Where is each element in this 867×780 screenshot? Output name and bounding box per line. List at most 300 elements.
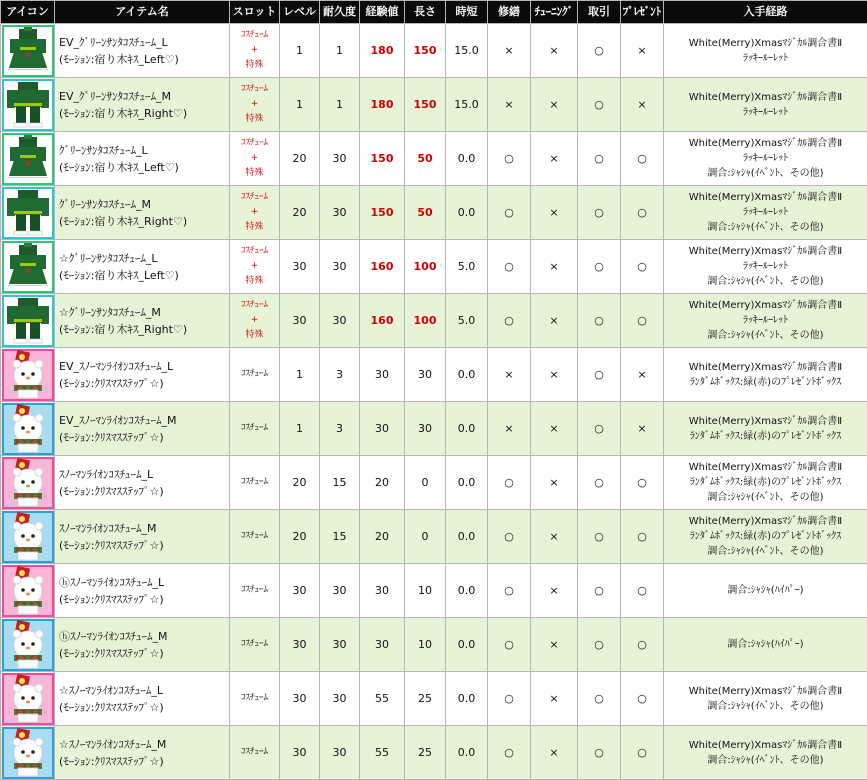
table-row [1, 78, 867, 132]
durability-cell: 15 [320, 456, 360, 510]
item-motion: (ﾓｰｼｮﾝ:宿り木ｷｽ_Left♡) [59, 51, 229, 68]
slot-cell [230, 564, 280, 618]
slot-type: ｺｽﾁｭｰﾑ [230, 529, 279, 544]
source-line: 調合:ｼｬｼｬ(ｲﾍﾞﾝﾄ、その他) [664, 220, 867, 235]
green-santa-suit-icon [2, 79, 54, 131]
source-line: White(Merry)Xmasﾏｼﾞｶﾙ調合書Ⅱ [664, 360, 867, 375]
level-cell: 1 [280, 402, 320, 456]
repair-cell: ○ [488, 564, 531, 618]
length-cell: 10 [405, 618, 446, 672]
exp-cell: 55 [360, 672, 405, 726]
table-row [1, 240, 867, 294]
tuning-cell: × [531, 24, 578, 78]
tuning-cell: × [531, 78, 578, 132]
present-cell: × [621, 348, 664, 402]
slot-cell [230, 672, 280, 726]
table-row [1, 132, 867, 186]
time-short-cell: 0.0 [446, 564, 488, 618]
exp-cell: 20 [360, 510, 405, 564]
exp-cell: 180 [360, 24, 405, 78]
source-line: ﾗｯｷｰﾙｰﾚｯﾄ [664, 313, 867, 328]
item-name: ☆ｸﾞﾘｰﾝｻﾝﾀｺｽﾁｭｰﾑ_M [59, 304, 229, 321]
durability-cell: 30 [320, 564, 360, 618]
present-cell: × [621, 402, 664, 456]
trade-cell: ○ [578, 726, 621, 780]
trade-cell: ○ [578, 132, 621, 186]
slot-type: ｺｽﾁｭｰﾑ [230, 190, 279, 205]
length-cell: 100 [405, 240, 446, 294]
item-name-cell [55, 78, 230, 132]
source-cell [664, 132, 867, 186]
green-santa-dress-icon [2, 25, 54, 77]
icon-cell [1, 132, 55, 186]
level-cell: 20 [280, 510, 320, 564]
slot-type: ｺｽﾁｭｰﾑ [230, 691, 279, 706]
table-row [1, 294, 867, 348]
source-line: 調合:ｼｬｼｬ(ﾊｲﾊﾟｰ) [664, 637, 867, 652]
snowman-lion-blue-icon [2, 727, 54, 779]
present-cell: × [621, 78, 664, 132]
tuning-cell: × [531, 510, 578, 564]
present-cell: ○ [621, 672, 664, 726]
level-cell: 30 [280, 672, 320, 726]
repair-cell: ○ [488, 672, 531, 726]
source-cell [664, 564, 867, 618]
table-row [1, 510, 867, 564]
slot-type: ｺｽﾁｭｰﾑ [230, 244, 279, 259]
item-motion: (ﾓｰｼｮﾝ:ｸﾘｽﾏｽｽﾃｯﾌﾟ☆) [59, 645, 229, 662]
table-row [1, 618, 867, 672]
level-cell: 20 [280, 186, 320, 240]
slot-cell [230, 132, 280, 186]
tuning-cell: × [531, 186, 578, 240]
source-cell [664, 726, 867, 780]
source-line: ﾗﾝﾀﾞﾑﾎﾞｯｸｽ:緑(赤)のﾌﾟﾚｾﾞﾝﾄﾎﾞｯｸｽ [664, 429, 867, 444]
present-cell: × [621, 24, 664, 78]
level-cell: 30 [280, 294, 320, 348]
source-cell [664, 240, 867, 294]
source-cell [664, 618, 867, 672]
trade-cell: ○ [578, 456, 621, 510]
item-name-cell [55, 618, 230, 672]
present-cell: ○ [621, 726, 664, 780]
slot-special: 特殊 [230, 220, 279, 235]
source-line: ﾗｯｷｰﾙｰﾚｯﾄ [664, 205, 867, 220]
level-cell: 1 [280, 348, 320, 402]
header-name: アイテム名 [55, 1, 230, 24]
time-short-cell: 0.0 [446, 186, 488, 240]
length-cell: 25 [405, 726, 446, 780]
source-line: 調合:ｼｬｼｬ(ｲﾍﾞﾝﾄ、その他) [664, 753, 867, 768]
source-cell [664, 672, 867, 726]
table-row [1, 726, 867, 780]
item-name-cell [55, 456, 230, 510]
source-line: White(Merry)Xmasﾏｼﾞｶﾙ調合書Ⅱ [664, 36, 867, 51]
level-cell: 30 [280, 726, 320, 780]
trade-cell: ○ [578, 402, 621, 456]
trade-cell: ○ [578, 510, 621, 564]
item-motion: (ﾓｰｼｮﾝ:ｸﾘｽﾏｽｽﾃｯﾌﾟ☆) [59, 375, 229, 392]
slot-type: ｺｽﾁｭｰﾑ [230, 583, 279, 598]
source-line: White(Merry)Xmasﾏｼﾞｶﾙ調合書Ⅱ [664, 298, 867, 313]
present-cell: ○ [621, 186, 664, 240]
source-cell [664, 456, 867, 510]
source-line: White(Merry)Xmasﾏｼﾞｶﾙ調合書Ⅱ [664, 460, 867, 475]
icon-cell [1, 78, 55, 132]
time-short-cell: 0.0 [446, 618, 488, 672]
repair-cell: ○ [488, 240, 531, 294]
tuning-cell: × [531, 294, 578, 348]
header-trade: 取引 [578, 1, 621, 24]
slot-type: ｺｽﾁｭｰﾑ [230, 28, 279, 43]
item-name: EV_ｸﾞﾘｰﾝｻﾝﾀｺｽﾁｭｰﾑ_L [59, 34, 229, 51]
icon-cell [1, 564, 55, 618]
snowman-lion-pink-icon [2, 349, 54, 401]
item-motion: (ﾓｰｼｮﾝ:ｸﾘｽﾏｽｽﾃｯﾌﾟ☆) [59, 699, 229, 716]
item-motion: (ﾓｰｼｮﾝ:宿り木ｷｽ_Right♡) [59, 321, 229, 338]
slot-cell [230, 726, 280, 780]
item-motion: (ﾓｰｼｮﾝ:ｸﾘｽﾏｽｽﾃｯﾌﾟ☆) [59, 429, 229, 446]
durability-cell: 3 [320, 402, 360, 456]
source-line: 調合:ｼｬｼｬ(ｲﾍﾞﾝﾄ、その他) [664, 328, 867, 343]
repair-cell: × [488, 402, 531, 456]
item-name-cell [55, 240, 230, 294]
exp-cell: 30 [360, 348, 405, 402]
source-cell [664, 510, 867, 564]
source-cell [664, 186, 867, 240]
source-cell [664, 78, 867, 132]
tuning-cell: × [531, 402, 578, 456]
present-cell: ○ [621, 618, 664, 672]
slot-cell [230, 24, 280, 78]
time-short-cell: 5.0 [446, 294, 488, 348]
source-line: White(Merry)Xmasﾏｼﾞｶﾙ調合書Ⅱ [664, 738, 867, 753]
trade-cell: ○ [578, 186, 621, 240]
tuning-cell: × [531, 618, 578, 672]
time-short-cell: 0.0 [446, 402, 488, 456]
item-name: ｸﾞﾘｰﾝｻﾝﾀｺｽﾁｭｰﾑ_M [59, 196, 229, 213]
slot-cell [230, 402, 280, 456]
level-cell: 1 [280, 24, 320, 78]
tuning-cell: × [531, 564, 578, 618]
source-cell [664, 24, 867, 78]
source-cell [664, 402, 867, 456]
item-name: ⓗｽﾉｰﾏﾝﾗｲｵﾝｺｽﾁｭｰﾑ_M [59, 628, 229, 645]
item-name-cell [55, 186, 230, 240]
slot-special: 特殊 [230, 166, 279, 181]
snowman-lion-pink-icon [2, 457, 54, 509]
present-cell: ○ [621, 294, 664, 348]
header-length: 長さ [405, 1, 446, 24]
table-row [1, 402, 867, 456]
table-row [1, 24, 867, 78]
tuning-cell: × [531, 132, 578, 186]
length-cell: 150 [405, 24, 446, 78]
item-name-cell [55, 348, 230, 402]
time-short-cell: 5.0 [446, 240, 488, 294]
repair-cell: ○ [488, 132, 531, 186]
exp-cell: 30 [360, 618, 405, 672]
level-cell: 1 [280, 78, 320, 132]
item-motion: (ﾓｰｼｮﾝ:ｸﾘｽﾏｽｽﾃｯﾌﾟ☆) [59, 591, 229, 608]
icon-cell [1, 294, 55, 348]
item-name: ☆ｽﾉｰﾏﾝﾗｲｵﾝｺｽﾁｭｰﾑ_L [59, 682, 229, 699]
length-cell: 10 [405, 564, 446, 618]
item-name: ⓗｽﾉｰﾏﾝﾗｲｵﾝｺｽﾁｭｰﾑ_L [59, 574, 229, 591]
green-santa-suit-icon [2, 187, 54, 239]
trade-cell: ○ [578, 240, 621, 294]
item-name-cell [55, 132, 230, 186]
slot-type: ｺｽﾁｭｰﾑ [230, 475, 279, 490]
time-short-cell: 0.0 [446, 456, 488, 510]
durability-cell: 30 [320, 672, 360, 726]
tuning-cell: × [531, 348, 578, 402]
icon-cell [1, 240, 55, 294]
slot-type: ｺｽﾁｭｰﾑ [230, 421, 279, 436]
header-icon: アイコン [1, 1, 55, 24]
icon-cell [1, 510, 55, 564]
item-name: ｽﾉｰﾏﾝﾗｲｵﾝｺｽﾁｭｰﾑ_L [59, 466, 229, 483]
header-present: ﾌﾟﾚｾﾞﾝﾄ [621, 1, 664, 24]
present-cell: ○ [621, 510, 664, 564]
repair-cell: × [488, 348, 531, 402]
slot-plus: + [230, 313, 279, 328]
level-cell: 20 [280, 456, 320, 510]
slot-plus: + [230, 205, 279, 220]
time-short-cell: 0.0 [446, 672, 488, 726]
header-exp: 経験値 [360, 1, 405, 24]
slot-cell [230, 348, 280, 402]
slot-type: ｺｽﾁｭｰﾑ [230, 745, 279, 760]
slot-special: 特殊 [230, 328, 279, 343]
durability-cell: 30 [320, 132, 360, 186]
item-name: EV_ｽﾉｰﾏﾝﾗｲｵﾝｺｽﾁｭｰﾑ_M [59, 412, 229, 429]
item-motion: (ﾓｰｼｮﾝ:宿り木ｷｽ_Left♡) [59, 159, 229, 176]
table-row [1, 672, 867, 726]
repair-cell: ○ [488, 186, 531, 240]
item-name: ☆ｸﾞﾘｰﾝｻﾝﾀｺｽﾁｭｰﾑ_L [59, 250, 229, 267]
time-short-cell: 15.0 [446, 78, 488, 132]
item-name: EV_ｸﾞﾘｰﾝｻﾝﾀｺｽﾁｭｰﾑ_M [59, 88, 229, 105]
tuning-cell: × [531, 726, 578, 780]
source-line: ﾗｯｷｰﾙｰﾚｯﾄ [664, 151, 867, 166]
table-row [1, 186, 867, 240]
item-motion: (ﾓｰｼｮﾝ:ｸﾘｽﾏｽｽﾃｯﾌﾟ☆) [59, 753, 229, 770]
item-name: ｸﾞﾘｰﾝｻﾝﾀｺｽﾁｭｰﾑ_L [59, 142, 229, 159]
header-time-short: 時短 [446, 1, 488, 24]
exp-cell: 150 [360, 132, 405, 186]
trade-cell: ○ [578, 564, 621, 618]
length-cell: 30 [405, 402, 446, 456]
source-cell [664, 348, 867, 402]
level-cell: 30 [280, 240, 320, 294]
item-name-cell [55, 24, 230, 78]
time-short-cell: 0.0 [446, 510, 488, 564]
trade-cell: ○ [578, 294, 621, 348]
durability-cell: 30 [320, 186, 360, 240]
durability-cell: 30 [320, 294, 360, 348]
length-cell: 0 [405, 456, 446, 510]
slot-special: 特殊 [230, 58, 279, 73]
durability-cell: 1 [320, 24, 360, 78]
header-slot: スロット [230, 1, 280, 24]
source-line: White(Merry)Xmasﾏｼﾞｶﾙ調合書Ⅱ [664, 90, 867, 105]
header-level: レベル [280, 1, 320, 24]
item-motion: (ﾓｰｼｮﾝ:ｸﾘｽﾏｽｽﾃｯﾌﾟ☆) [59, 483, 229, 500]
slot-type: ｺｽﾁｭｰﾑ [230, 136, 279, 151]
table-row [1, 348, 867, 402]
repair-cell: ○ [488, 726, 531, 780]
time-short-cell: 15.0 [446, 24, 488, 78]
exp-cell: 160 [360, 294, 405, 348]
level-cell: 30 [280, 618, 320, 672]
icon-cell [1, 186, 55, 240]
slot-type: ｺｽﾁｭｰﾑ [230, 367, 279, 382]
snowman-lion-pink-icon [2, 673, 54, 725]
icon-cell [1, 726, 55, 780]
repair-cell: ○ [488, 510, 531, 564]
table-row [1, 456, 867, 510]
header-source: 入手経路 [664, 1, 867, 24]
present-cell: ○ [621, 132, 664, 186]
time-short-cell: 0.0 [446, 726, 488, 780]
length-cell: 150 [405, 78, 446, 132]
present-cell: ○ [621, 240, 664, 294]
length-cell: 100 [405, 294, 446, 348]
slot-special: 特殊 [230, 274, 279, 289]
slot-plus: + [230, 97, 279, 112]
length-cell: 50 [405, 132, 446, 186]
length-cell: 25 [405, 672, 446, 726]
header-durability: 耐久度 [320, 1, 360, 24]
slot-cell [230, 294, 280, 348]
item-motion: (ﾓｰｼｮﾝ:ｸﾘｽﾏｽｽﾃｯﾌﾟ☆) [59, 537, 229, 554]
exp-cell: 20 [360, 456, 405, 510]
repair-cell: ○ [488, 456, 531, 510]
item-name: ｽﾉｰﾏﾝﾗｲｵﾝｺｽﾁｭｰﾑ_M [59, 520, 229, 537]
exp-cell: 30 [360, 402, 405, 456]
header-tuning: ﾁｭｰﾆﾝｸﾞ [531, 1, 578, 24]
source-line: 調合:ｼｬｼｬ(ｲﾍﾞﾝﾄ、その他) [664, 166, 867, 181]
time-short-cell: 0.0 [446, 132, 488, 186]
exp-cell: 30 [360, 564, 405, 618]
slot-cell [230, 78, 280, 132]
item-name-cell [55, 402, 230, 456]
item-motion: (ﾓｰｼｮﾝ:宿り木ｷｽ_Right♡) [59, 105, 229, 122]
slot-type: ｺｽﾁｭｰﾑ [230, 298, 279, 313]
icon-cell [1, 348, 55, 402]
slot-cell [230, 186, 280, 240]
icon-cell [1, 672, 55, 726]
source-line: White(Merry)Xmasﾏｼﾞｶﾙ調合書Ⅱ [664, 684, 867, 699]
item-motion: (ﾓｰｼｮﾝ:宿り木ｷｽ_Left♡) [59, 267, 229, 284]
slot-cell [230, 456, 280, 510]
green-santa-dress-icon [2, 241, 54, 293]
icon-cell [1, 456, 55, 510]
durability-cell: 30 [320, 726, 360, 780]
source-line: ﾗｯｷｰﾙｰﾚｯﾄ [664, 51, 867, 66]
trade-cell: ○ [578, 78, 621, 132]
green-santa-suit-icon [2, 295, 54, 347]
durability-cell: 30 [320, 240, 360, 294]
source-line: 調合:ｼｬｼｬ(ｲﾍﾞﾝﾄ、その他) [664, 544, 867, 559]
repair-cell: × [488, 78, 531, 132]
slot-plus: + [230, 43, 279, 58]
source-line: White(Merry)Xmasﾏｼﾞｶﾙ調合書Ⅱ [664, 190, 867, 205]
source-line: White(Merry)Xmasﾏｼﾞｶﾙ調合書Ⅱ [664, 414, 867, 429]
time-short-cell: 0.0 [446, 348, 488, 402]
source-line: White(Merry)Xmasﾏｼﾞｶﾙ調合書Ⅱ [664, 244, 867, 259]
level-cell: 20 [280, 132, 320, 186]
tuning-cell: × [531, 240, 578, 294]
source-line: 調合:ｼｬｼｬ(ｲﾍﾞﾝﾄ、その他) [664, 699, 867, 714]
durability-cell: 30 [320, 618, 360, 672]
source-line: 調合:ｼｬｼｬ(ｲﾍﾞﾝﾄ、その他) [664, 274, 867, 289]
source-line: ﾗﾝﾀﾞﾑﾎﾞｯｸｽ:緑(赤)のﾌﾟﾚｾﾞﾝﾄﾎﾞｯｸｽ [664, 375, 867, 390]
length-cell: 30 [405, 348, 446, 402]
source-line: 調合:ｼｬｼｬ(ｲﾍﾞﾝﾄ、その他) [664, 490, 867, 505]
repair-cell: ○ [488, 618, 531, 672]
item-name-cell [55, 564, 230, 618]
slot-type: ｺｽﾁｭｰﾑ [230, 82, 279, 97]
item-name: ☆ｽﾉｰﾏﾝﾗｲｵﾝｺｽﾁｭｰﾑ_M [59, 736, 229, 753]
slot-type: ｺｽﾁｭｰﾑ [230, 637, 279, 652]
snowman-lion-pink-icon [2, 565, 54, 617]
source-line: ﾗﾝﾀﾞﾑﾎﾞｯｸｽ:緑(赤)のﾌﾟﾚｾﾞﾝﾄﾎﾞｯｸｽ [664, 529, 867, 544]
exp-cell: 180 [360, 78, 405, 132]
slot-cell [230, 240, 280, 294]
source-line: ﾗｯｷｰﾙｰﾚｯﾄ [664, 105, 867, 120]
header-repair: 修繕 [488, 1, 531, 24]
source-cell [664, 294, 867, 348]
tuning-cell: × [531, 456, 578, 510]
durability-cell: 15 [320, 510, 360, 564]
length-cell: 0 [405, 510, 446, 564]
snowman-lion-blue-icon [2, 403, 54, 455]
source-line: ﾗﾝﾀﾞﾑﾎﾞｯｸｽ:緑(赤)のﾌﾟﾚｾﾞﾝﾄﾎﾞｯｸｽ [664, 475, 867, 490]
exp-cell: 55 [360, 726, 405, 780]
tuning-cell: × [531, 672, 578, 726]
icon-cell [1, 618, 55, 672]
present-cell: ○ [621, 564, 664, 618]
icon-cell [1, 24, 55, 78]
source-line: White(Merry)Xmasﾏｼﾞｶﾙ調合書Ⅱ [664, 514, 867, 529]
table-row [1, 564, 867, 618]
source-line: White(Merry)Xmasﾏｼﾞｶﾙ調合書Ⅱ [664, 136, 867, 151]
source-line: 調合:ｼｬｼｬ(ﾊｲﾊﾟｰ) [664, 583, 867, 598]
trade-cell: ○ [578, 24, 621, 78]
durability-cell: 3 [320, 348, 360, 402]
trade-cell: ○ [578, 672, 621, 726]
source-line: ﾗｯｷｰﾙｰﾚｯﾄ [664, 259, 867, 274]
item-name-cell [55, 672, 230, 726]
item-name-cell [55, 726, 230, 780]
item-name: EV_ｽﾉｰﾏﾝﾗｲｵﾝｺｽﾁｭｰﾑ_L [59, 358, 229, 375]
header-row [1, 1, 867, 24]
length-cell: 50 [405, 186, 446, 240]
snowman-lion-blue-icon [2, 511, 54, 563]
slot-cell [230, 510, 280, 564]
level-cell: 30 [280, 564, 320, 618]
trade-cell: ○ [578, 618, 621, 672]
repair-cell: ○ [488, 294, 531, 348]
snowman-lion-blue-icon [2, 619, 54, 671]
exp-cell: 160 [360, 240, 405, 294]
icon-cell [1, 402, 55, 456]
trade-cell: ○ [578, 348, 621, 402]
item-name-cell [55, 294, 230, 348]
durability-cell: 1 [320, 78, 360, 132]
